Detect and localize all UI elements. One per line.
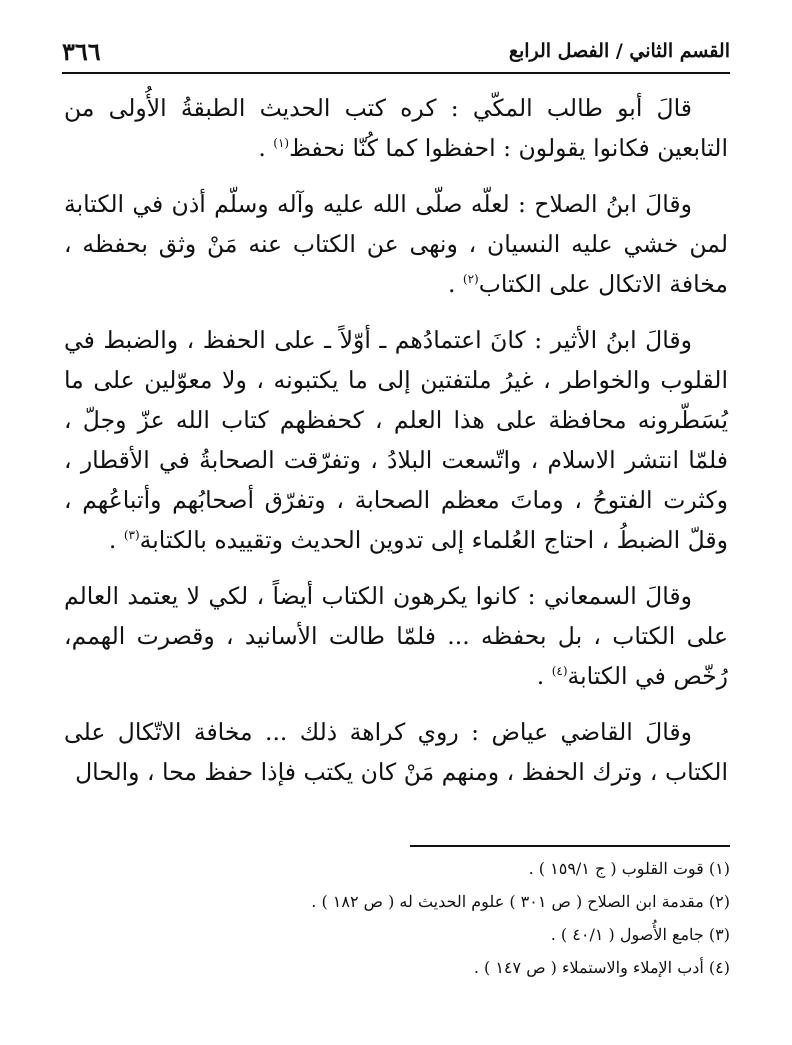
paragraph-abu-talib: قالَ أبو طالب المكّي : كره كتب الحديث الطبقةُ الأُولى من التابعين فكانوا يقولون : احفظوا كما كُنّا نحفظ$^{(١)}$ . (64, 94, 728, 162)
paragraph-ibn-salah: وقالَ ابنُ الصلاح : لعلّه صلّى الله عليه وآله وسلّم أذن في الكتابة لمن خشي عليه النسيان ، ونهى عن الكتاب عنه مَنْ وثق بحفظه ، مخافة الاتكال على الكتاب$^{(٢)}$ . (64, 190, 728, 298)
main-text (64, 88, 728, 808)
footnote-ref-2: (٢) (462, 272, 479, 287)
footnote-ref-1: (١) (273, 136, 290, 151)
footnote-4: (٤) أدب الإملاء والاستملاء ( ص ١٤٧ ) . (473, 958, 730, 977)
footnote-3: (٣) جامع الأُصول ( ٤٠/١ ) . (550, 925, 730, 944)
section-title: القسم الثاني / الفصل الرابع (508, 40, 730, 62)
paragraph-qadi-iyad: وقالَ القاضي عياض : روي كراهة ذلك ... مخافة الاتّكال على الكتاب ، وترك الحفظ ، ومنهم مَنْ كان يكتب فإذا حفظ محا ، والحال (64, 718, 728, 786)
running-header (62, 30, 730, 74)
paragraph-ibn-athir: وقالَ ابنُ الأثير : كانَ اعتمادُهم ـ أوّلاً ـ على الحفظ ، والضبط في القلوب والخواطر ، غيرُ ملتفتين إلى ما يكتبونه ، ولا معوّلين على ما يُسَطّرونه محافظة على هذا العلم ، كحفظهم كتاب الله عزّ وجلّ ، فلمّا انتشر الاسلام ، واتّسعت البلادُ ، وتفرّقت الصحابةُ في الأقطار ، وكثرت الفتوحُ ، وماتَ معظم الصحابة ، وتفرّق أصحابُهم وأتباعُهم ، وقلّ الضبطُ ، احتاج العُلماء إلى تدوين الحديث وتقييده بالكتابة$^{(٣)}$ . (64, 326, 728, 554)
footnotes (64, 852, 730, 984)
footnote-ref-3: (٣) (123, 528, 140, 543)
footnote-1: (١) قوت القلوب ( ج ١٥٩/١ ) . (528, 859, 730, 878)
page-number: ٣٦٦ (62, 36, 101, 66)
footnote-2: (٢) مقدمة ابن الصلاح ( ص ٣٠١ ) علوم الحديث له ( ص ١٨٢ ) . (311, 892, 730, 911)
footnote-separator (410, 845, 730, 847)
paragraph-samani: وقالَ السمعاني : كانوا يكرهون الكتاب أيضاً ، لكي لا يعتمد العالم على الكتاب ، بل بحفظه ... فلمّا طالت الأسانيد ، وقصرت الهمم، رُخّص في الكتابة$^{(٤)}$ . (64, 582, 728, 690)
footnote-ref-4: (٤) (551, 664, 568, 679)
